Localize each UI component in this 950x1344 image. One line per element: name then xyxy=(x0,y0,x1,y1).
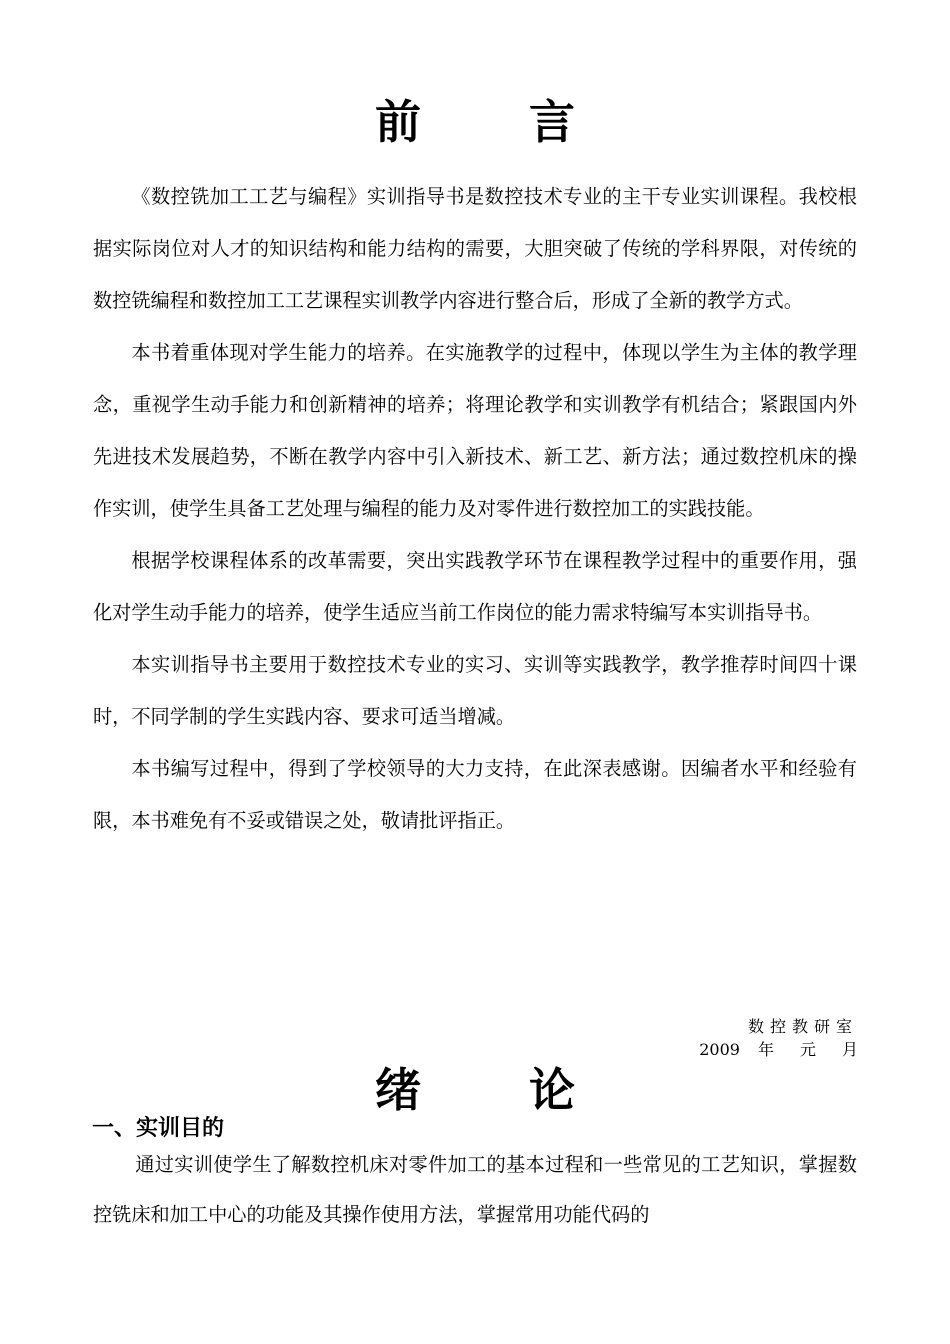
signature-yue: 月 xyxy=(841,1040,858,1059)
signature-office: 数控教研室 xyxy=(747,1017,858,1036)
section-body xyxy=(93,1140,857,1240)
preface-paragraph-4: 本实训指导书主要用于数控技术专业的实习、实训等实践教学，教学推荐时间四十课时，不同学制的学生实践内容、要求可适当增减。 xyxy=(93,653,857,728)
signature-yuan: 元 xyxy=(799,1040,816,1059)
preface-title-char-1: 前 xyxy=(375,95,421,149)
introduction-title-char-2: 论 xyxy=(529,1063,575,1117)
section-paragraph: 通过实训使学生了解数控机床对零件加工的基本过程和一些常见的工艺知识，掌握数控铣床和加工中心的功能及其操作使用方法，掌握常用功能代码的 xyxy=(93,1153,857,1226)
preface-title xyxy=(0,94,950,150)
preface-paragraph-5: 本书编写过程中，得到了学校领导的大力支持，在此深表感谢。因编者水平和经验有限，本书难免有不妥或错误之处，敬请批评指正。 xyxy=(93,757,857,832)
preface-title-char-2: 言 xyxy=(529,95,575,149)
section-heading: 一、实训目的 xyxy=(92,1116,225,1141)
signature-year: 2009 xyxy=(699,1040,740,1059)
signature-nian: 年 xyxy=(757,1040,774,1059)
preface-paragraph-2: 本书着重体现对学生能力的培养。在实施教学的过程中，体现以学生为主体的教学理念，重视学生动手能力和创新精神的培养；将理论教学和实训教学有机结合；紧跟国内外先进技术发展趋势，不断在教学内容中引入新技术、新工艺、新方法；通过数控机床的操作实训，使学生具备工艺处理与编程的能力及对零件进行数控加工的实践技能。 xyxy=(93,341,857,520)
preface-paragraph-3: 根据学校课程体系的改革需要，突出实践教学环节在课程教学过程中的重要作用，强化对学生动手能力的培养，使学生适应当前工作岗位的能力需求特编写本实训指导书。 xyxy=(93,549,857,624)
signature-date xyxy=(699,1039,858,1061)
introduction-title xyxy=(0,1062,950,1118)
preface-paragraph-1: 《数控铣加工工艺与编程》实训指导书是数控技术专业的主干专业实训课程。我校根据实际岗位对人才的知识结构和能力结构的需要，大胆突破了传统的学科界限，对传统的数控铣编程和数控加工工艺课程实训教学内容进行整合后，形成了全新的教学方式。 xyxy=(93,185,857,312)
preface-body xyxy=(93,171,857,847)
introduction-title-char-1: 绪 xyxy=(375,1063,421,1117)
